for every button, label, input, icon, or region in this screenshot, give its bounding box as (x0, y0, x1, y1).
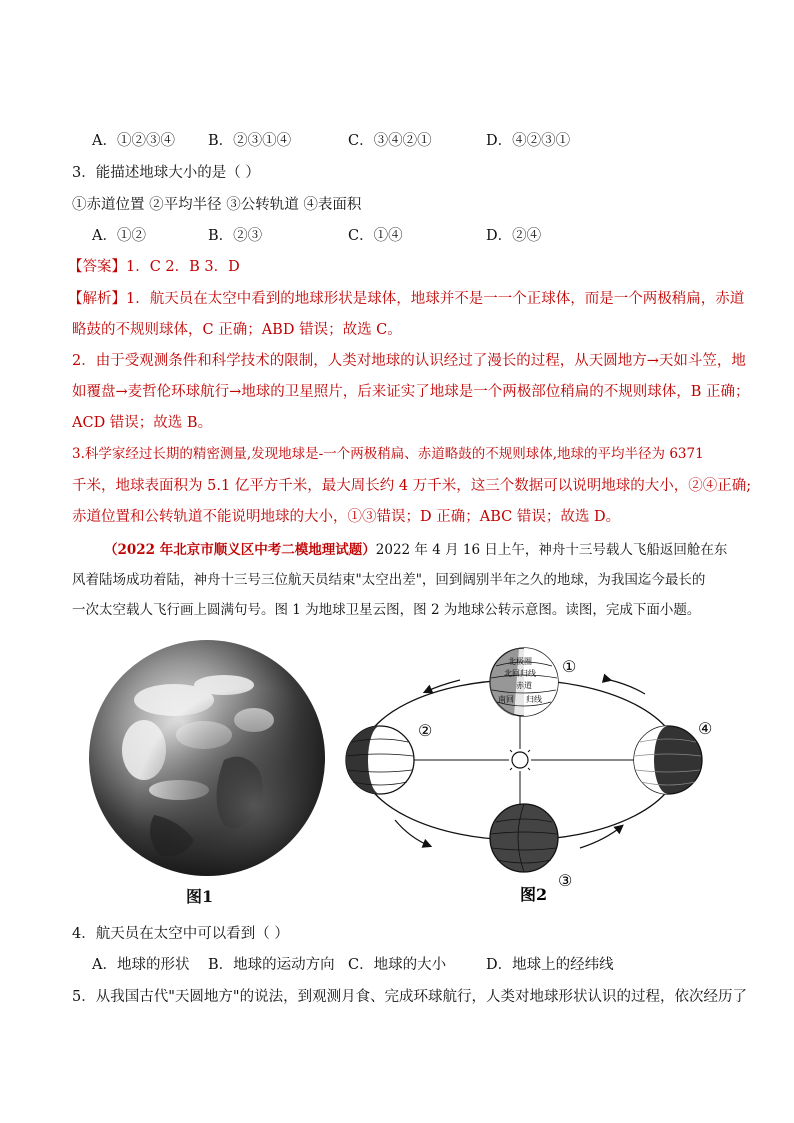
q2-option-b: B．②③①④ (208, 133, 292, 149)
label-position-1: ① (562, 657, 577, 676)
q3-option-b: B．②③ (208, 228, 263, 244)
label-position-3: ③ (558, 871, 573, 890)
passage-l3: 一次太空载人飞行画上圆满句号。图 1 为地球卫星云图，图 2 为地球公转示意图。读图，完成下面小题。 (72, 602, 701, 618)
q4-option-c: C．地球的大小 (348, 957, 447, 973)
analysis-p2-l1: 2．由于受观测条件和科学技术的限制，人类对地球的认识经过了漫长的过程，从天圆地方→天如斗笠，地 (72, 353, 746, 369)
q3-option-d: D．②④ (486, 228, 542, 244)
earth-satellite-image (84, 640, 330, 910)
analysis-p3-l1: 3.科学家经过长期的精密测量,发现地球是-一个两极稍扁、赤道略鼓的不规则球体,地球的平均半径为 6371 (72, 446, 704, 462)
q2-option-a: A．①②③④ (92, 133, 175, 149)
answer-label: 【答案】 (68, 259, 126, 275)
passage-l2: 风着陆场成功着陆，神舟十三号三位航天员结束"太空出差"，回到阔别半年之久的地球，为我国迄今最长的 (72, 572, 706, 588)
fig1-caption: 图1 (186, 887, 214, 906)
analysis-p1-l1: 1．航天员在太空中看到的地球形状是球体，地球并不是一一个正球体，而是一个两极稍扁，赤道 (126, 291, 745, 307)
earth-position-4 (634, 719, 712, 794)
answer-line (68, 257, 240, 277)
q3-items: ①赤道位置 ②平均半径 ③公转轨道 ④表面积 (72, 197, 362, 213)
analysis-p3-l3: 赤道位置和公转轨道不能说明地球的大小，①③错误；D 正确；ABC 错误；故选 D。 (72, 509, 621, 525)
analysis-line-1 (68, 289, 744, 309)
orbit-arrow-icon (610, 680, 645, 694)
analysis-label: 【解析】 (68, 291, 126, 307)
fig2-caption: 图2 (520, 885, 548, 904)
q3-option-a: A．①② (92, 228, 146, 244)
earth-position-1 (490, 648, 577, 716)
q5-stem: 5．从我国古代"天圆地方"的说法，到观测月食、完成环球航行，人类对地球形状认识的过程，依次经历了 (72, 989, 748, 1005)
q3-stem: 3．能描述地球大小的是（ ） (72, 165, 260, 181)
label-equator: 赤道 (516, 681, 532, 690)
q2-option-c: C．③④②① (348, 133, 432, 149)
label-arctic: 北极圈 (508, 657, 532, 666)
analysis-p3-l2: 千米，地球表面积为 5.1 亿平方千米，最大周长约 4 万千米，这三个数据可以说明地球的大小，②④正确; (72, 478, 752, 494)
passage-line-1 (104, 540, 727, 560)
q4-option-a: A．地球的形状 (92, 957, 190, 973)
label-tropic-n: 北回归线 (504, 669, 536, 678)
q4-option-b: B．地球的运动方向 (208, 957, 335, 973)
q4-stem: 4．航天员在太空中可以看到（ ） (72, 926, 289, 942)
earth-revolution-diagram (340, 630, 730, 910)
passage-source: （2022 年北京市顺义区中考二模地理试题） (104, 542, 376, 558)
answer-text: 1．C 2．B 3．D (126, 259, 240, 275)
analysis-p1-l2: 略鼓的不规则球体，C 正确；ABD 错误；故选 C。 (72, 322, 402, 338)
analysis-p2-l3: ACD 错误；故选 B。 (72, 415, 213, 431)
earth-position-2 (346, 721, 432, 794)
label-antarctic: 归线 (526, 695, 542, 704)
label-tropic-s: 南回 (498, 695, 514, 704)
q4-option-d: D．地球上的经纬线 (486, 957, 614, 973)
sun-icon (506, 746, 534, 774)
passage-l1: 2022 年 4 月 16 日上午，神舟十三号载人飞船返回舱在东 (375, 542, 728, 558)
label-position-2: ② (418, 721, 433, 740)
analysis-p2-l2: 如覆盘→麦哲伦环球航行→地球的卫星照片，后来证实了地球是一个两极部位稍扁的不规则球体，B 正确； (72, 384, 750, 400)
label-position-4: ④ (698, 719, 713, 738)
earth-position-3 (490, 804, 572, 890)
q3-option-c: C．①④ (348, 228, 403, 244)
q2-option-d: D．④②③① (486, 133, 571, 149)
